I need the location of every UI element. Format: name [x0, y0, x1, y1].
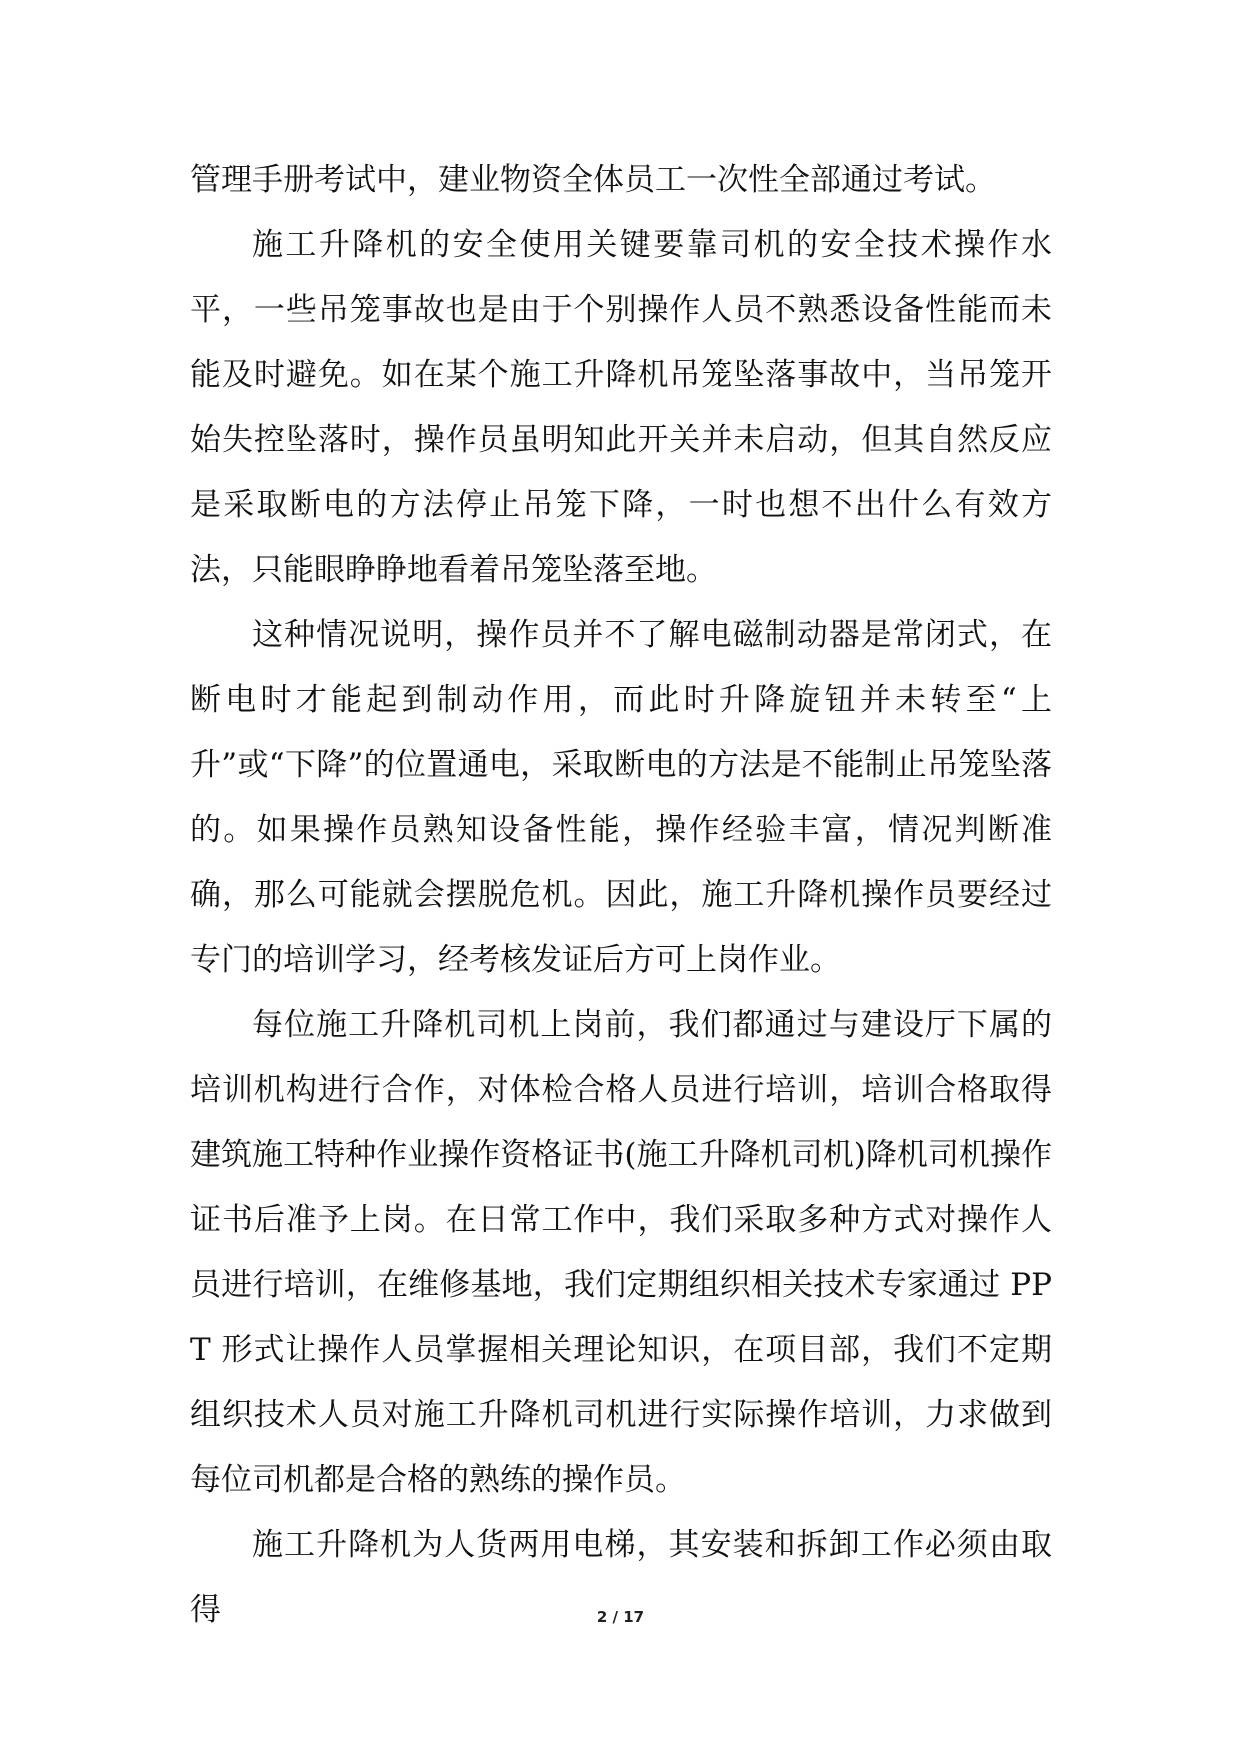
document-body — [190, 148, 1052, 1643]
paragraph-brake-explanation: 这种情况说明，操作员并不了解电磁制动器是常闭式，在断电时才能起到制动作用，而此时升降旋钮并未转至“上升”或“下降”的位置通电，采取断电的方法是不能制止吊笼坠落的。如果操作员熟知设备性能，操作经验丰富，情况判断准确，那么可能就会摆脱危机。因此，施工升降机操作员要经过专门的培训学习，经考核发证后方可上岗作业。 — [190, 617, 1052, 978]
paragraph-continuation: 管理手册考试中，建业物资全体员工一次性全部通过考试。 — [190, 162, 996, 198]
paragraph-training: 每位施工升降机司机上岗前，我们都通过与建设厅下属的培训机构进行合作，对体检合格人员进行培训，培训合格取得建筑施工特种作业操作资格证书(施工升降机司机)降机司机操作证书后准予上岗。在日常工作中，我们采取多种方式对操作人员进行培训，在维修基地，我们定期组织相关技术专家通过 PPT 形式让操作人员掌握相关理论知识，在项目部，我们不定期组织技术人员对施工升降机司机进行实际操作培训，力求做到每位司机都是合格的熟练的操作员。 — [190, 1007, 1052, 1498]
paragraph-installation: 施工升降机为人货两用电梯，其安装和拆卸工作必须由取得 — [190, 1527, 1052, 1628]
paragraph-operator-skill: 施工升降机的安全使用关键要靠司机的安全技术操作水平，一些吊笼事故也是由于个别操作人员不熟悉设备性能而未能及时避免。如在某个施工升降机吊笼坠落事故中，当吊笼开始失控坠落时，操作员虽明知此开关并未启动，但其自然反应是采取断电的方法停止吊笼下降，一时也想不出什么有效方法，只能眼睁睁地看着吊笼坠落至地。 — [190, 227, 1052, 588]
page-number: 2 / 17 — [596, 1608, 645, 1626]
